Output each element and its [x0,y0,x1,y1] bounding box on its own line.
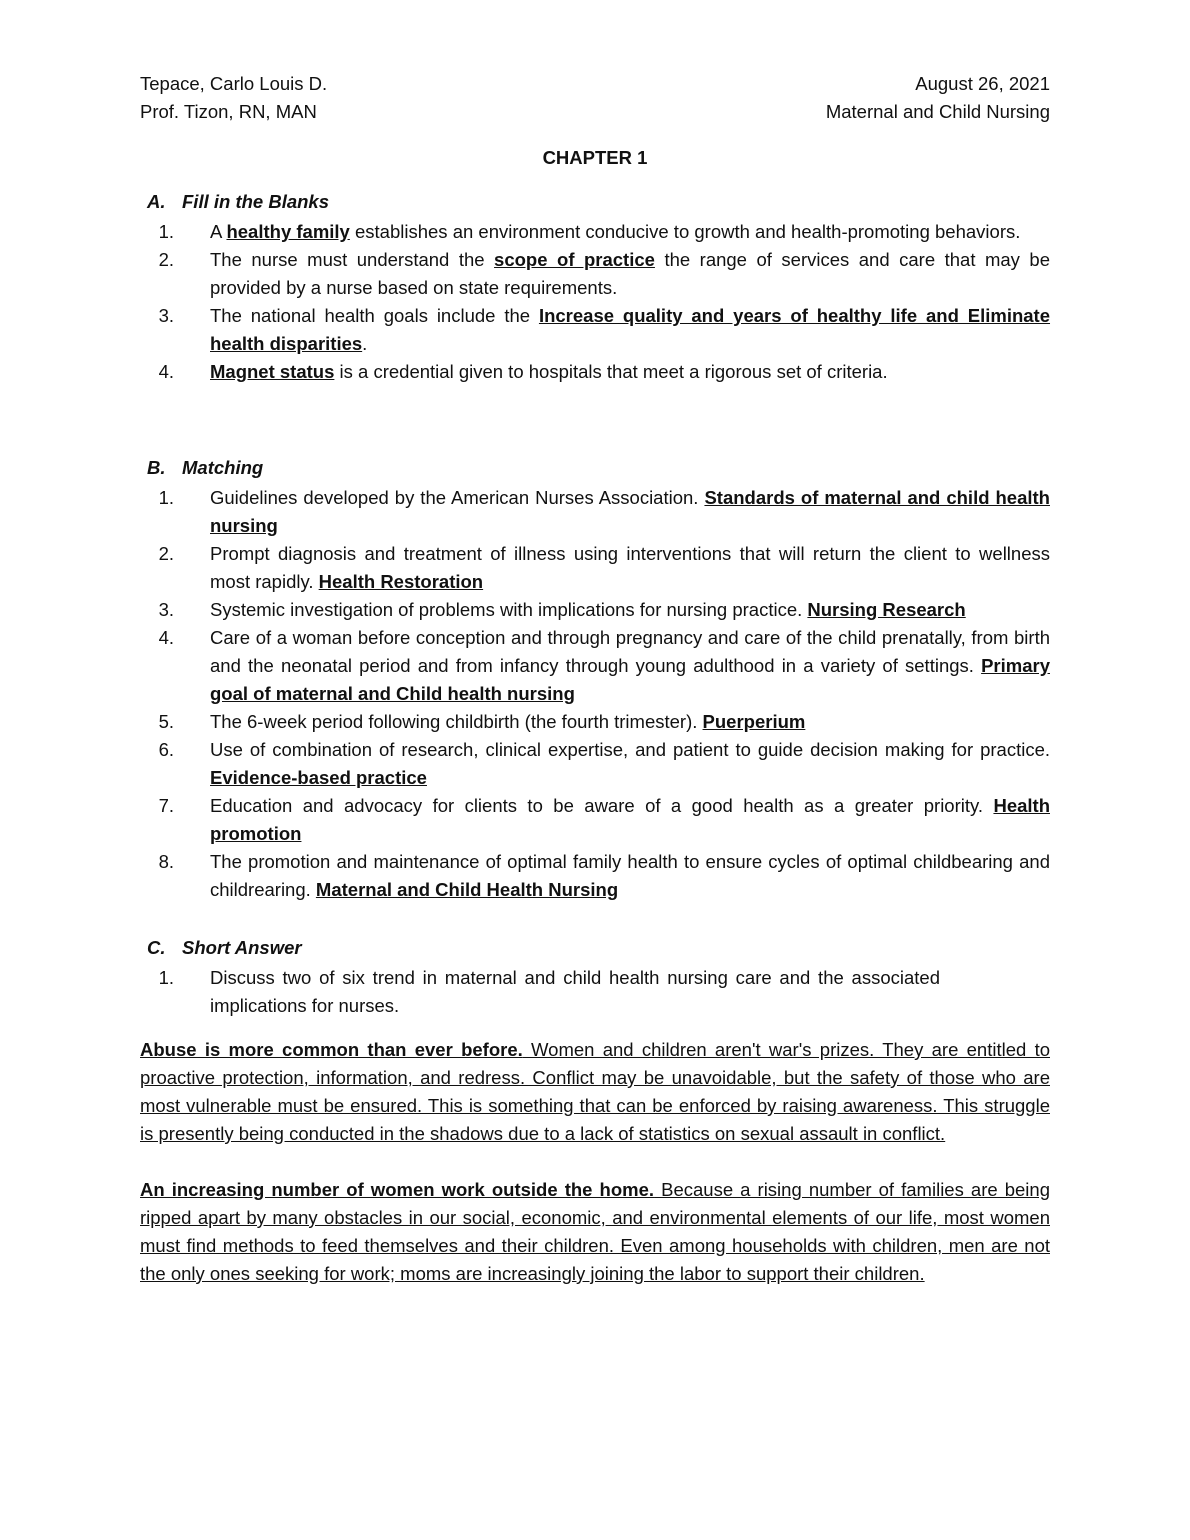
item-text [210,792,1050,848]
header-row-1 [140,70,1050,98]
item-answer: Magnet status [210,361,335,382]
short-answer-list [140,964,1050,1020]
item-prompt: The nurse must understand the [210,249,495,270]
answer-body: Women and children aren't war's prizes. They are entitled to proactive protection, information, and redress. Conflict may be unavoidable, but the safety of those who are most vulnerable must be ensured. This is something that can be enforced by raising awareness. This struggle is presently being conducted in the shadows due to a lack of statistics on sexual assault in conflict. [140,1039,1050,1144]
page-title: CHAPTER 1 [542,147,648,168]
item-prompt-end: . [362,333,368,354]
item-answer: Puerperium [702,711,806,732]
item-prompt-end: is a credential given to hospitals that meet a rigorous set of criteria. [334,361,888,382]
item-number: 3. [158,305,174,326]
item-prompt-end: establishes an environment conducive to growth and health-promoting behaviors. [349,221,1021,242]
item-answer: Primary goal of maternal and Child health nursing [210,655,1050,704]
item-number: 8. [158,851,174,872]
item-answer: Nursing Research [807,599,966,620]
item-answer: Increase quality and years of healthy life and Eliminate health disparities [210,305,1051,354]
list-item [140,246,1050,302]
answer-paragraph-2 [140,1176,1050,1288]
item-answer: Evidence-based practice [210,767,427,788]
document-content [140,70,1050,1288]
list-item [140,302,1050,358]
section-c-title: Short Answer [182,937,302,958]
section-b-heading [147,454,1050,482]
list-item [140,848,1050,904]
section-c-heading [147,934,1050,962]
item-text [210,540,1050,596]
section-c-letter: C. [147,937,166,958]
item-number: 4. [158,627,174,648]
answer-paragraph-1 [140,1036,1050,1148]
item-number: 2. [158,249,174,270]
professor-name: Prof. Tizon, RN, MAN [140,101,317,122]
item-text [210,596,1050,624]
item-text [210,218,1050,246]
item-number: 1. [158,967,174,988]
list-item [140,624,1050,708]
fill-in-blanks-list [140,218,1050,386]
course-name: Maternal and Child Nursing [825,101,1050,122]
item-text [210,246,1050,302]
section-b-letter: B. [147,457,166,478]
item-answer: healthy family [226,221,350,242]
item-number: 5. [158,711,174,732]
section-a-title: Fill in the Blanks [182,191,329,212]
item-answer: Health Restoration [318,571,484,592]
list-item [140,358,1050,386]
list-item [140,964,1050,1020]
item-prompt: A [210,221,227,242]
item-prompt: Guidelines developed by the American Nurses Association. [210,487,705,508]
item-prompt: Prompt diagnosis and treatment of illness using interventions that will return the client to wellness most rapidly. [210,543,1050,592]
item-answer: Health promotion [210,795,1050,844]
item-prompt: Education and advocacy for clients to be aware of a good health as a greater priority. [210,795,994,816]
list-item [140,218,1050,246]
section-b-title: Matching [182,457,264,478]
spacer [140,386,1050,438]
item-number: 1. [158,487,174,508]
item-number: 7. [158,795,174,816]
item-prompt: The national health goals include the [210,305,539,326]
item-text [210,358,1050,386]
item-text [210,708,1050,736]
item-answer: scope of practice [494,249,655,270]
item-text [210,624,1050,708]
item-number: 3. [158,599,174,620]
list-item [140,736,1050,792]
answer-body: Because a rising number of families are being ripped apart by many obstacles in our social, economic, and environmental elements of our life, most women must find methods to feed themselves and their children. Even among households with children, men are not the only ones seeking for work; moms are increasingly joining the labor to support their children. [140,1179,1050,1284]
item-prompt: The 6-week period following childbirth (the fourth trimester). [210,711,703,732]
item-prompt: Care of a woman before conception and through pregnancy and care of the child prenatally, from birth and the neonatal period and from infancy through young adulthood in a variety of settings. [210,627,1050,676]
section-a-heading [147,188,1050,216]
item-number: 2. [158,543,174,564]
student-name: Tepace, Carlo Louis D. [140,73,328,94]
list-item [140,540,1050,596]
item-prompt: Use of combination of research, clinical expertise, and patient to guide decision making for practice. [210,739,1050,760]
item-text [210,736,1050,792]
item-prompt: The promotion and maintenance of optimal family health to ensure cycles of optimal childbearing and childrearing. [210,851,1050,900]
section-a-letter: A. [147,191,166,212]
list-item [140,792,1050,848]
item-answer: Maternal and Child Health Nursing [315,879,619,900]
item-text [210,302,1050,358]
spacer [140,1148,1050,1176]
document-date: August 26, 2021 [915,73,1050,94]
item-number: 6. [158,739,174,760]
answer-lead: Abuse is more common than ever before. [140,1039,523,1060]
item-answer: Standards of maternal and child health nursing [210,487,1050,536]
item-text [210,848,1050,904]
item-text: Discuss two of six trend in maternal and child health nursing care and the associated implications for nurses. [210,967,940,1016]
item-number: 4. [158,361,174,382]
list-item [140,484,1050,540]
header-row-2 [140,98,1050,126]
answer-lead: An increasing number of women work outside the home. [140,1179,655,1200]
spacer [140,904,1050,918]
item-prompt-end: the range of services and care that may be provided by a nurse based on state requirements. [210,249,1050,298]
item-number: 1. [158,221,174,242]
item-prompt: Systemic investigation of problems with implications for nursing practice. [210,599,808,620]
item-text [210,484,1050,540]
list-item [140,708,1050,736]
list-item [140,596,1050,624]
matching-list [140,484,1050,904]
